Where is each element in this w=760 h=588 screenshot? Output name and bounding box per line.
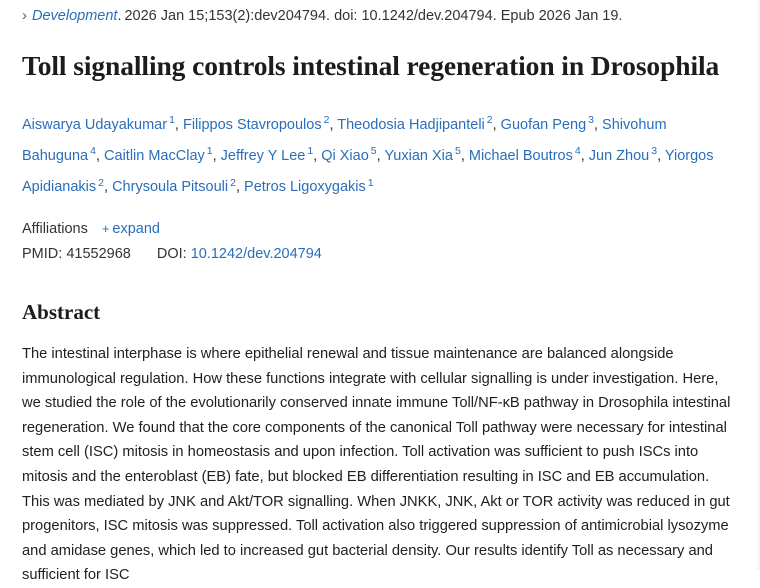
author-entry xyxy=(588,145,665,165)
author-link[interactable]: Guofan Peng xyxy=(500,116,587,133)
expand-label: expand xyxy=(112,220,160,237)
journal-citation xyxy=(22,0,738,26)
author-link[interactable]: Jun Zhou xyxy=(588,148,650,165)
author-affiliation-marker[interactable]: 1 xyxy=(307,145,314,158)
author-separator: , xyxy=(313,148,322,165)
author-link[interactable]: Jeffrey Y Lee xyxy=(220,148,306,165)
doi-label: DOI: xyxy=(156,245,187,262)
author-affiliation-marker[interactable]: 1 xyxy=(367,176,374,189)
author-separator: , xyxy=(492,116,501,133)
affiliations-row xyxy=(22,221,738,237)
author-separator: , xyxy=(174,116,183,133)
author-separator: , xyxy=(580,148,589,165)
author-separator: , xyxy=(212,148,221,165)
author-entry xyxy=(244,176,374,196)
author-entry xyxy=(384,145,469,165)
author-affiliation-marker[interactable]: 2 xyxy=(323,114,330,126)
author-affiliation-marker[interactable]: 4 xyxy=(90,145,96,158)
author-separator: , xyxy=(460,148,469,165)
author-affiliation-marker[interactable]: 3 xyxy=(588,114,594,126)
author-affiliation-marker[interactable]: 2 xyxy=(98,176,105,189)
author-affiliation-marker[interactable]: 4 xyxy=(574,145,581,158)
doi-link[interactable]: 10.1242/dev.204794 xyxy=(190,245,322,262)
author-entry xyxy=(112,176,245,196)
journal-name[interactable]: Development xyxy=(32,8,118,24)
pmid-group xyxy=(22,246,135,262)
identifiers-row xyxy=(22,246,738,262)
affiliations-label: Affiliations xyxy=(22,220,88,237)
author-affiliation-marker[interactable]: 3 xyxy=(651,145,658,158)
page-title: Toll signalling controls intestinal regeneration in Drosophila xyxy=(22,50,720,81)
author-link[interactable]: Chrysoula Pitsouli xyxy=(112,179,229,196)
plus-icon: + xyxy=(101,221,110,237)
author-link[interactable]: Shivohum Bahuguna xyxy=(22,116,667,165)
pmid-label: PMID: xyxy=(22,245,63,262)
author-link[interactable]: Michael Boutros xyxy=(468,148,573,165)
author-link[interactable]: Petros Ligoxygakis xyxy=(244,179,366,196)
expand-affiliations-button[interactable] xyxy=(102,221,160,237)
chevron-right-icon[interactable]: › xyxy=(22,7,27,24)
author-entry xyxy=(500,114,603,133)
author-list xyxy=(22,107,737,201)
author-affiliation-marker[interactable]: 2 xyxy=(486,114,493,126)
author-link[interactable]: Yuxian Xia xyxy=(384,148,453,165)
author-entry xyxy=(22,114,183,133)
author-affiliation-marker[interactable]: 5 xyxy=(370,145,377,158)
author-link[interactable]: Caitlin MacClay xyxy=(104,148,205,165)
abstract-text: The intestinal interphase is where epithelial renewal and tissue maintenance are balanced alongside immunological regulation. How these functions integrate with cellular signalling is under investigation. Here, we studied the role of the evolutionarily conserved innate immune Toll/NF-κB pathway in Drosophila intestinal regeneration. We found that the core components of the canonical Toll pathway were necessary for intestinal stem cell (ISC) mitosis in homeostasis and upon infection. Toll activation was sufficient to push ISCs into mitosis and the enteroblast (EB) fate, but blocked EB differentiation resulting in ISC and EB accumulation. This was mediated by JNK and Akt/TOR signalling. When JNKK, JNK, Akt or TOR activity was reduced in gut progenitors, ISC mitosis was suppressed. Toll activation also triggered suppression of antimicrobial lysozyme and amidase genes, which led to increased gut bacterial density. Our results identify Toll as necessary and sufficient for ISC xyxy=(22,345,731,584)
author-separator: , xyxy=(376,148,385,165)
author-separator: , xyxy=(329,116,338,133)
author-entry xyxy=(182,114,338,133)
abstract-heading: Abstract xyxy=(22,299,101,324)
author-separator: , xyxy=(593,116,603,133)
pmid-value: 41552968 xyxy=(66,245,131,262)
doi-group xyxy=(157,246,322,262)
author-separator: , xyxy=(235,179,245,196)
author-link[interactable]: Filippos Stavropoulos xyxy=(182,116,322,133)
author-separator: , xyxy=(104,179,113,196)
author-affiliation-marker[interactable]: 1 xyxy=(206,145,213,158)
author-link[interactable]: Qi Xiao xyxy=(321,148,369,165)
author-link[interactable]: Aiswarya Udayakumar xyxy=(22,116,168,133)
author-link[interactable]: Theodosia Hadjipanteli xyxy=(337,116,485,133)
author-entry xyxy=(220,145,322,165)
page-edge-shadow xyxy=(756,0,760,570)
author-entry xyxy=(104,145,221,165)
author-separator: , xyxy=(657,148,665,165)
author-separator: , xyxy=(95,148,105,165)
citation-period: . xyxy=(117,8,122,24)
author-affiliation-marker[interactable]: 1 xyxy=(169,114,175,126)
author-entry xyxy=(468,145,589,165)
author-entry xyxy=(321,145,385,165)
author-affiliation-marker[interactable]: 2 xyxy=(230,176,236,189)
author-link[interactable]: Yiorgos Apidianakis xyxy=(22,148,714,196)
author-entry xyxy=(337,114,501,133)
citation-details: 2026 Jan 15;153(2):dev204794. doi: 10.1242/dev.204794. Epub 2026 Jan 19. xyxy=(124,8,623,24)
author-affiliation-marker[interactable]: 5 xyxy=(454,145,461,158)
